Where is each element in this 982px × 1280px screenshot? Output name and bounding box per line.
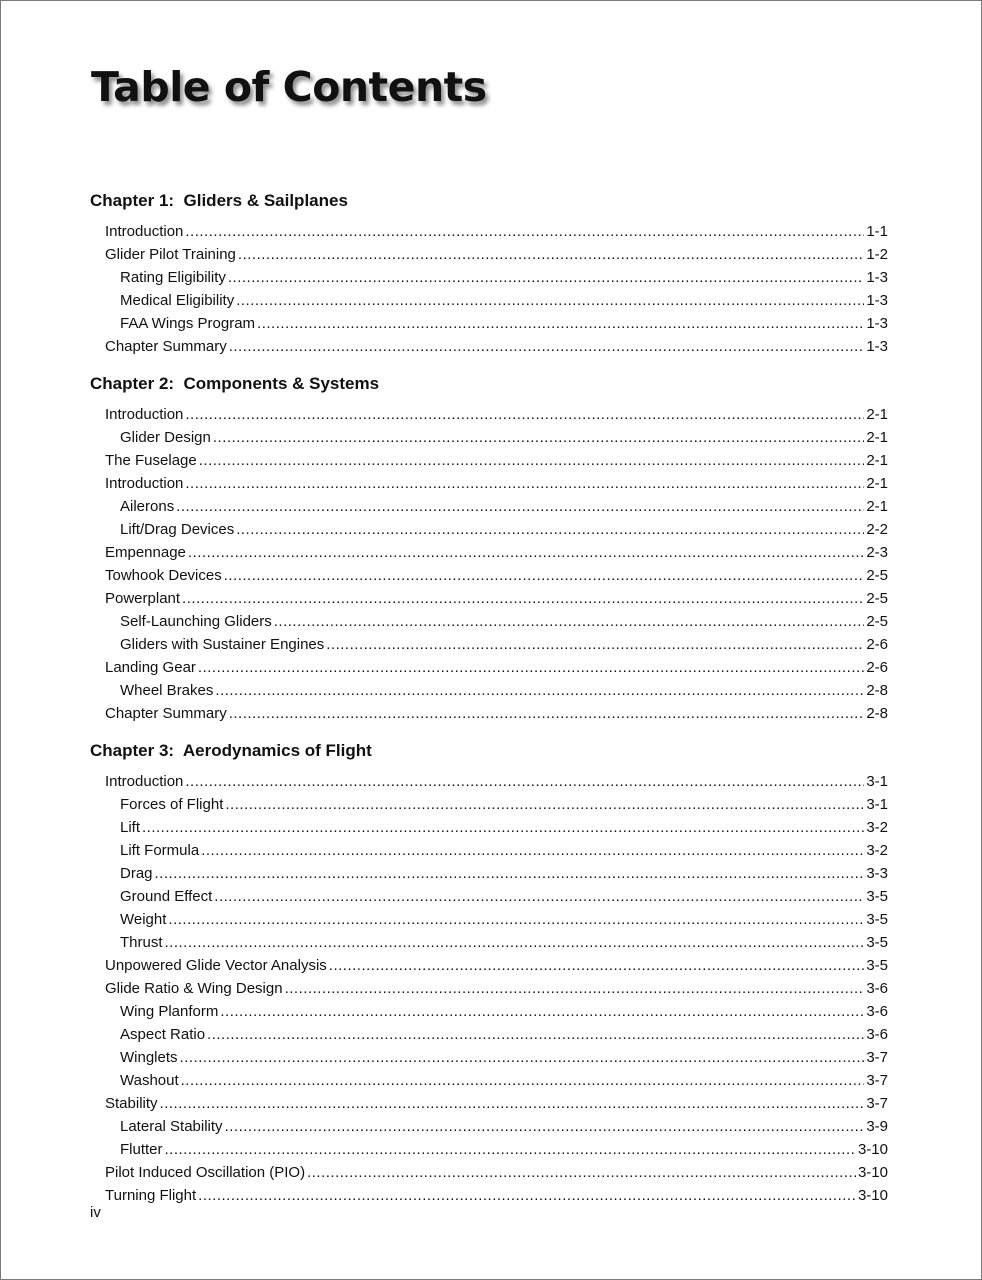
page-number: iv xyxy=(90,1204,101,1221)
toc-entry-list xyxy=(90,220,888,358)
dot-leader xyxy=(225,793,864,816)
toc-entry-page: 3-7 xyxy=(866,1095,888,1112)
dot-leader xyxy=(198,656,864,679)
toc-entry-label: Towhook Devices xyxy=(105,567,222,584)
toc-entry-label: Introduction xyxy=(105,475,184,492)
toc-entry-page: 1-3 xyxy=(866,292,888,309)
toc-entry-page: 2-5 xyxy=(866,567,888,584)
dot-leader xyxy=(207,1023,864,1046)
toc-entry xyxy=(90,770,888,793)
toc-entry-label: Introduction xyxy=(105,223,184,240)
dot-leader xyxy=(229,335,865,358)
chapter-section xyxy=(90,190,888,358)
toc-entry xyxy=(90,312,888,335)
toc-entry-label: Glide Ratio & Wing Design xyxy=(105,980,283,997)
toc-entry-label: Self-Launching Gliders xyxy=(120,613,272,630)
toc-entry-page: 2-5 xyxy=(866,613,888,630)
toc-entry xyxy=(90,862,888,885)
toc-entry xyxy=(90,1023,888,1046)
dot-leader xyxy=(220,1000,864,1023)
toc-entry-page: 1-2 xyxy=(866,246,888,263)
toc-entry xyxy=(90,633,888,656)
toc-entry-page: 2-1 xyxy=(866,406,888,423)
toc-entry xyxy=(90,679,888,702)
dot-leader xyxy=(236,518,864,541)
dot-leader xyxy=(182,587,864,610)
toc-entry-page: 3-3 xyxy=(866,865,888,882)
toc-entry xyxy=(90,1092,888,1115)
dot-leader xyxy=(225,1115,865,1138)
toc-entry-page: 2-6 xyxy=(866,659,888,676)
toc-entry xyxy=(90,426,888,449)
toc-entry-page: 3-7 xyxy=(866,1072,888,1089)
toc-entry-label: Thrust xyxy=(120,934,163,951)
toc-entry-label: Lift/Drag Devices xyxy=(120,521,235,538)
dot-leader xyxy=(176,495,864,518)
toc-entry-page: 3-9 xyxy=(866,1118,888,1135)
dot-leader xyxy=(199,449,865,472)
dot-leader xyxy=(224,564,865,587)
toc-entry-label: Empennage xyxy=(105,544,186,561)
toc-entry xyxy=(90,587,888,610)
toc-entry xyxy=(90,610,888,633)
toc-entry xyxy=(90,541,888,564)
toc-entry-label: Lift xyxy=(120,819,141,836)
dot-leader xyxy=(160,1092,865,1115)
dot-leader xyxy=(188,541,864,564)
dot-leader xyxy=(181,1069,865,1092)
toc-entry-label: Lift Formula xyxy=(120,842,200,859)
toc-entry-label: Stability xyxy=(105,1095,158,1112)
dot-leader xyxy=(307,1161,856,1184)
dot-leader xyxy=(198,1184,856,1207)
dot-leader xyxy=(165,1138,856,1161)
toc-entry-page: 3-5 xyxy=(866,911,888,928)
chapter-section xyxy=(90,740,888,1207)
toc-entry xyxy=(90,702,888,725)
toc-entry-page: 2-1 xyxy=(866,475,888,492)
toc-entry-label: Medical Eligibility xyxy=(120,292,235,309)
toc-entry-page: 3-6 xyxy=(866,1026,888,1043)
toc-entry-page: 3-6 xyxy=(866,1003,888,1020)
toc-entry-list xyxy=(90,403,888,725)
toc-entry-label: Aspect Ratio xyxy=(120,1026,206,1043)
toc-entry xyxy=(90,1069,888,1092)
toc-entry xyxy=(90,816,888,839)
toc-entry-page: 3-1 xyxy=(866,796,888,813)
toc-entry-page: 1-1 xyxy=(866,223,888,240)
toc-entry-label: Ground Effect xyxy=(120,888,213,905)
toc-entry-label: Flutter xyxy=(120,1141,163,1158)
toc-entry-label: Introduction xyxy=(105,406,184,423)
toc-entry-label: Introduction xyxy=(105,773,184,790)
dot-leader xyxy=(185,770,864,793)
toc-entry-list xyxy=(90,770,888,1207)
toc-entry-page: 2-8 xyxy=(866,682,888,699)
dot-leader xyxy=(236,289,864,312)
toc-entry-label: Gliders with Sustainer Engines xyxy=(120,636,325,653)
toc-entry xyxy=(90,564,888,587)
toc-entry-label: Glider Pilot Training xyxy=(105,246,236,263)
toc-entry xyxy=(90,1115,888,1138)
toc-entry-page: 3-10 xyxy=(857,1141,888,1158)
toc-entry-label: Chapter Summary xyxy=(105,338,227,355)
toc-entry-label: Winglets xyxy=(120,1049,178,1066)
dot-leader xyxy=(142,816,864,839)
toc-entry xyxy=(90,977,888,1000)
toc-entry-label: Drag xyxy=(120,865,153,882)
dot-leader xyxy=(185,472,864,495)
dot-leader xyxy=(168,908,864,931)
dot-leader xyxy=(229,702,865,725)
toc-entry-page: 2-5 xyxy=(866,590,888,607)
toc-entry xyxy=(90,335,888,358)
toc-entry-page: 3-5 xyxy=(866,934,888,951)
chapter-heading: Chapter 2: Components & Systems xyxy=(90,374,380,393)
chapter-section xyxy=(90,373,888,725)
toc-entry-page: 1-3 xyxy=(866,315,888,332)
toc-entry xyxy=(90,243,888,266)
toc-entry xyxy=(90,1184,888,1207)
toc-entry xyxy=(90,449,888,472)
toc-entry xyxy=(90,793,888,816)
table-of-contents xyxy=(90,190,888,1207)
toc-entry-label: Rating Eligibility xyxy=(120,269,226,286)
toc-entry-page: 3-1 xyxy=(866,773,888,790)
toc-entry-page: 2-3 xyxy=(866,544,888,561)
toc-entry-page: 3-7 xyxy=(866,1049,888,1066)
dot-leader xyxy=(274,610,865,633)
dot-leader xyxy=(201,839,864,862)
toc-entry xyxy=(90,403,888,426)
toc-entry-page: 2-6 xyxy=(866,636,888,653)
toc-entry xyxy=(90,1000,888,1023)
dot-leader xyxy=(155,862,865,885)
dot-leader xyxy=(329,954,865,977)
toc-entry xyxy=(90,954,888,977)
toc-entry-label: Ailerons xyxy=(120,498,175,515)
dot-leader xyxy=(285,977,865,1000)
toc-entry-page: 2-2 xyxy=(866,521,888,538)
toc-entry-page: 2-1 xyxy=(866,498,888,515)
dot-leader xyxy=(180,1046,865,1069)
toc-entry-label: Unpowered Glide Vector Analysis xyxy=(105,957,327,974)
toc-entry-page: 3-2 xyxy=(866,819,888,836)
toc-entry-page: 3-10 xyxy=(857,1187,888,1204)
toc-entry-label: Chapter Summary xyxy=(105,705,227,722)
toc-entry-page: 2-1 xyxy=(866,452,888,469)
toc-entry-label: Wheel Brakes xyxy=(120,682,214,699)
toc-entry-label: Lateral Stability xyxy=(120,1118,223,1135)
toc-entry-page: 1-3 xyxy=(866,269,888,286)
toc-entry xyxy=(90,656,888,679)
toc-entry-label: Pilot Induced Oscillation (PIO) xyxy=(105,1164,306,1181)
toc-entry-label: Wing Planform xyxy=(120,1003,219,1020)
toc-entry-page: 1-3 xyxy=(866,338,888,355)
toc-entry-label: Turning Flight xyxy=(105,1187,197,1204)
chapter-heading: Chapter 3: Aerodynamics of Flight xyxy=(90,741,372,760)
toc-entry-page: 2-8 xyxy=(866,705,888,722)
dot-leader xyxy=(165,931,865,954)
dot-leader xyxy=(228,266,864,289)
dot-leader xyxy=(185,220,864,243)
dot-leader xyxy=(213,426,864,449)
toc-entry xyxy=(90,908,888,931)
toc-entry xyxy=(90,931,888,954)
toc-entry-page: 3-2 xyxy=(866,842,888,859)
dot-leader xyxy=(214,885,864,908)
toc-entry-label: FAA Wings Program xyxy=(120,315,256,332)
toc-entry xyxy=(90,472,888,495)
toc-entry-label: Forces of Flight xyxy=(120,796,224,813)
toc-entry xyxy=(90,266,888,289)
toc-entry xyxy=(90,220,888,243)
dot-leader xyxy=(215,679,864,702)
toc-entry-label: Washout xyxy=(120,1072,179,1089)
toc-entry-label: Glider Design xyxy=(120,429,211,446)
dot-leader xyxy=(238,243,864,266)
toc-entry-label: Landing Gear xyxy=(105,659,196,676)
toc-entry xyxy=(90,839,888,862)
toc-entry-page: 3-5 xyxy=(866,957,888,974)
toc-entry-page: 2-1 xyxy=(866,429,888,446)
toc-entry xyxy=(90,1046,888,1069)
dot-leader xyxy=(326,633,864,656)
toc-entry xyxy=(90,289,888,312)
toc-entry-label: The Fuselage xyxy=(105,452,197,469)
dot-leader xyxy=(257,312,864,335)
toc-entry xyxy=(90,495,888,518)
toc-entry-label: Weight xyxy=(120,911,167,928)
toc-entry-page: 3-5 xyxy=(866,888,888,905)
page-title: Table of Contents xyxy=(91,63,487,111)
toc-entry-page: 3-10 xyxy=(857,1164,888,1181)
chapter-heading: Chapter 1: Gliders & Sailplanes xyxy=(90,191,348,210)
toc-entry xyxy=(90,1161,888,1184)
toc-entry-label: Powerplant xyxy=(105,590,181,607)
toc-entry xyxy=(90,518,888,541)
toc-entry xyxy=(90,885,888,908)
toc-entry-page: 3-6 xyxy=(866,980,888,997)
toc-entry xyxy=(90,1138,888,1161)
dot-leader xyxy=(185,403,864,426)
